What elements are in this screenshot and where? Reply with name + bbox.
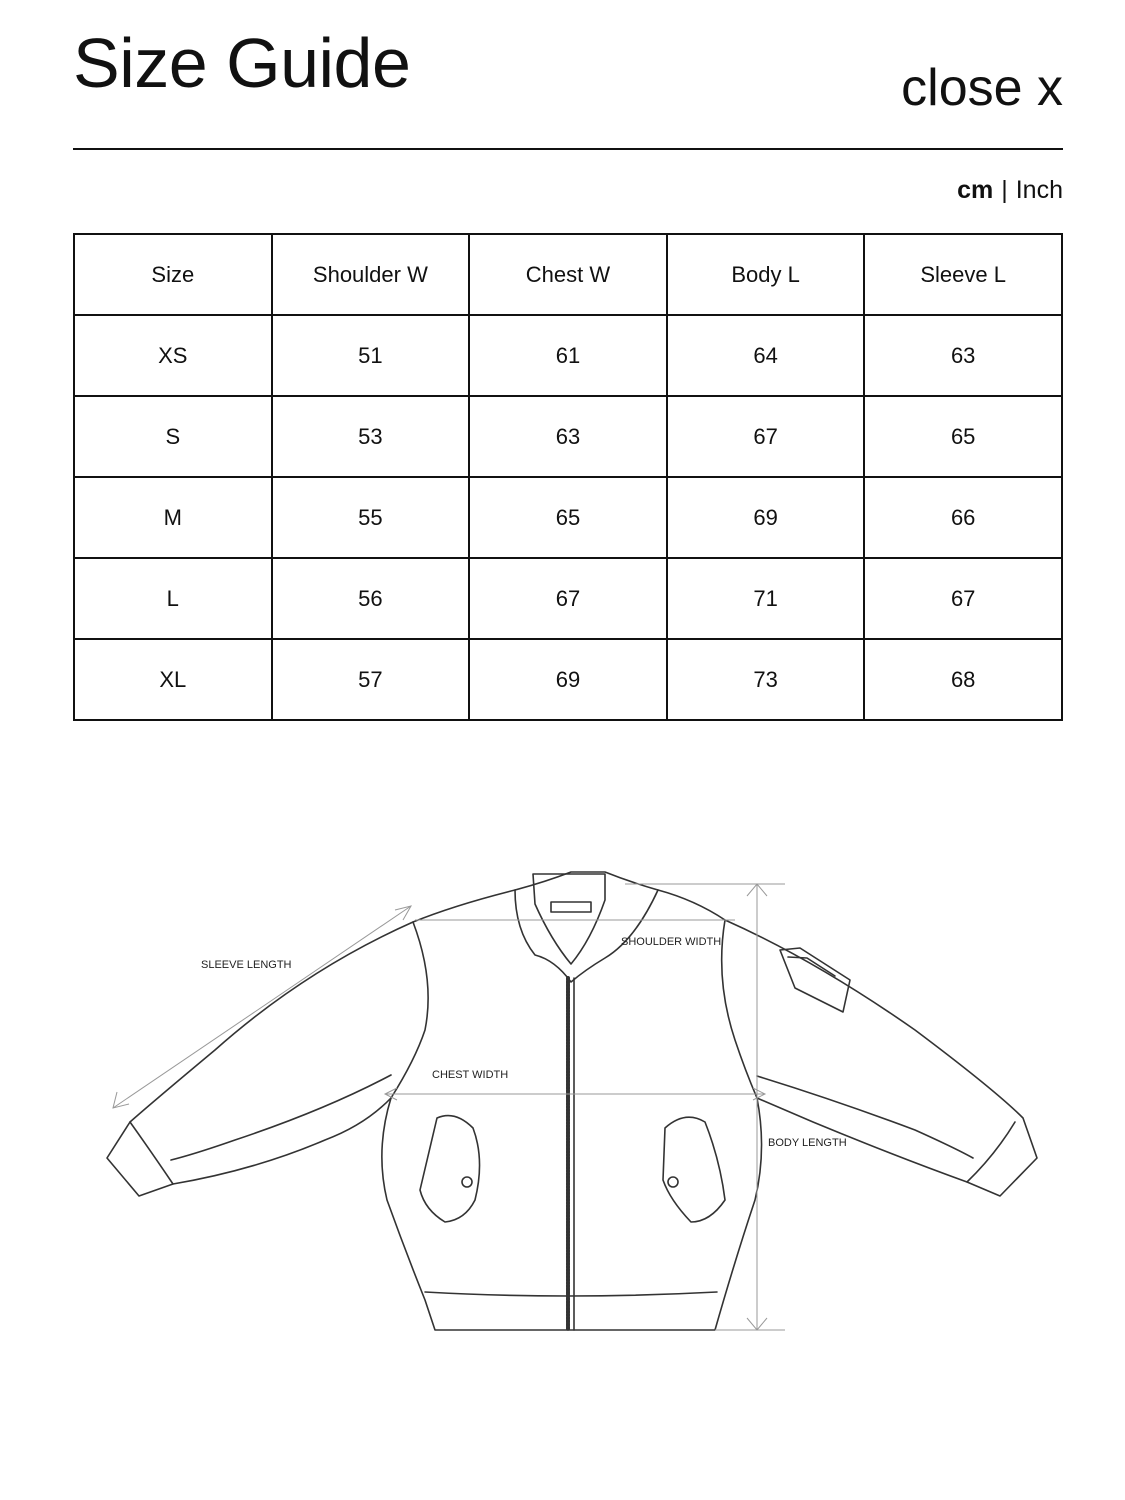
unit-option-inch[interactable]: Inch (1015, 176, 1063, 204)
table-cell: 51 (272, 315, 470, 396)
column-header: Chest W (469, 234, 667, 315)
column-header: Size (74, 234, 272, 315)
shoulder-width-label: SHOULDER WIDTH (621, 936, 722, 948)
table-row (74, 477, 1062, 558)
table-cell: 63 (469, 396, 667, 477)
table-cell: XL (74, 639, 272, 720)
table-cell: 69 (667, 477, 865, 558)
table-row (74, 315, 1062, 396)
table-cell: 63 (864, 315, 1062, 396)
measurement-guides (113, 884, 785, 1330)
unit-toggle (957, 178, 1063, 203)
table-cell: 67 (469, 558, 667, 639)
table-cell: 65 (469, 477, 667, 558)
unit-option-cm[interactable]: cm (957, 176, 994, 204)
table-cell: M (74, 477, 272, 558)
table-cell: 64 (667, 315, 865, 396)
table-cell: L (74, 558, 272, 639)
table-row (74, 639, 1062, 720)
table-cell: 65 (864, 396, 1062, 477)
column-header: Body L (667, 234, 865, 315)
page-title: Size Guide (73, 24, 411, 102)
table-row (74, 396, 1062, 477)
table-cell: 67 (864, 558, 1062, 639)
header-divider (73, 148, 1063, 150)
body-length-label: BODY LENGTH (768, 1137, 847, 1149)
table-cell: 73 (667, 639, 865, 720)
table-cell: 67 (667, 396, 865, 477)
chest-width-label: CHEST WIDTH (432, 1069, 509, 1081)
table-cell: 56 (272, 558, 470, 639)
table-cell: 55 (272, 477, 470, 558)
table-cell: XS (74, 315, 272, 396)
table-header-row (74, 234, 1062, 315)
close-button[interactable]: close x (901, 59, 1063, 117)
table-cell: 66 (864, 477, 1062, 558)
column-header: Shoulder W (272, 234, 470, 315)
unit-separator: | (1001, 176, 1008, 204)
jacket-measurement-diagram (95, 860, 1045, 1340)
table-cell: 69 (469, 639, 667, 720)
table-cell: 71 (667, 558, 865, 639)
size-table (73, 233, 1063, 721)
column-header: Sleeve L (864, 234, 1062, 315)
table-cell: 57 (272, 639, 470, 720)
sleeve-length-label: SLEEVE LENGTH (201, 959, 292, 971)
table-cell: 53 (272, 396, 470, 477)
table-cell: S (74, 396, 272, 477)
table-row (74, 558, 1062, 639)
table-cell: 68 (864, 639, 1062, 720)
table-cell: 61 (469, 315, 667, 396)
jacket-outline (107, 872, 1037, 1330)
